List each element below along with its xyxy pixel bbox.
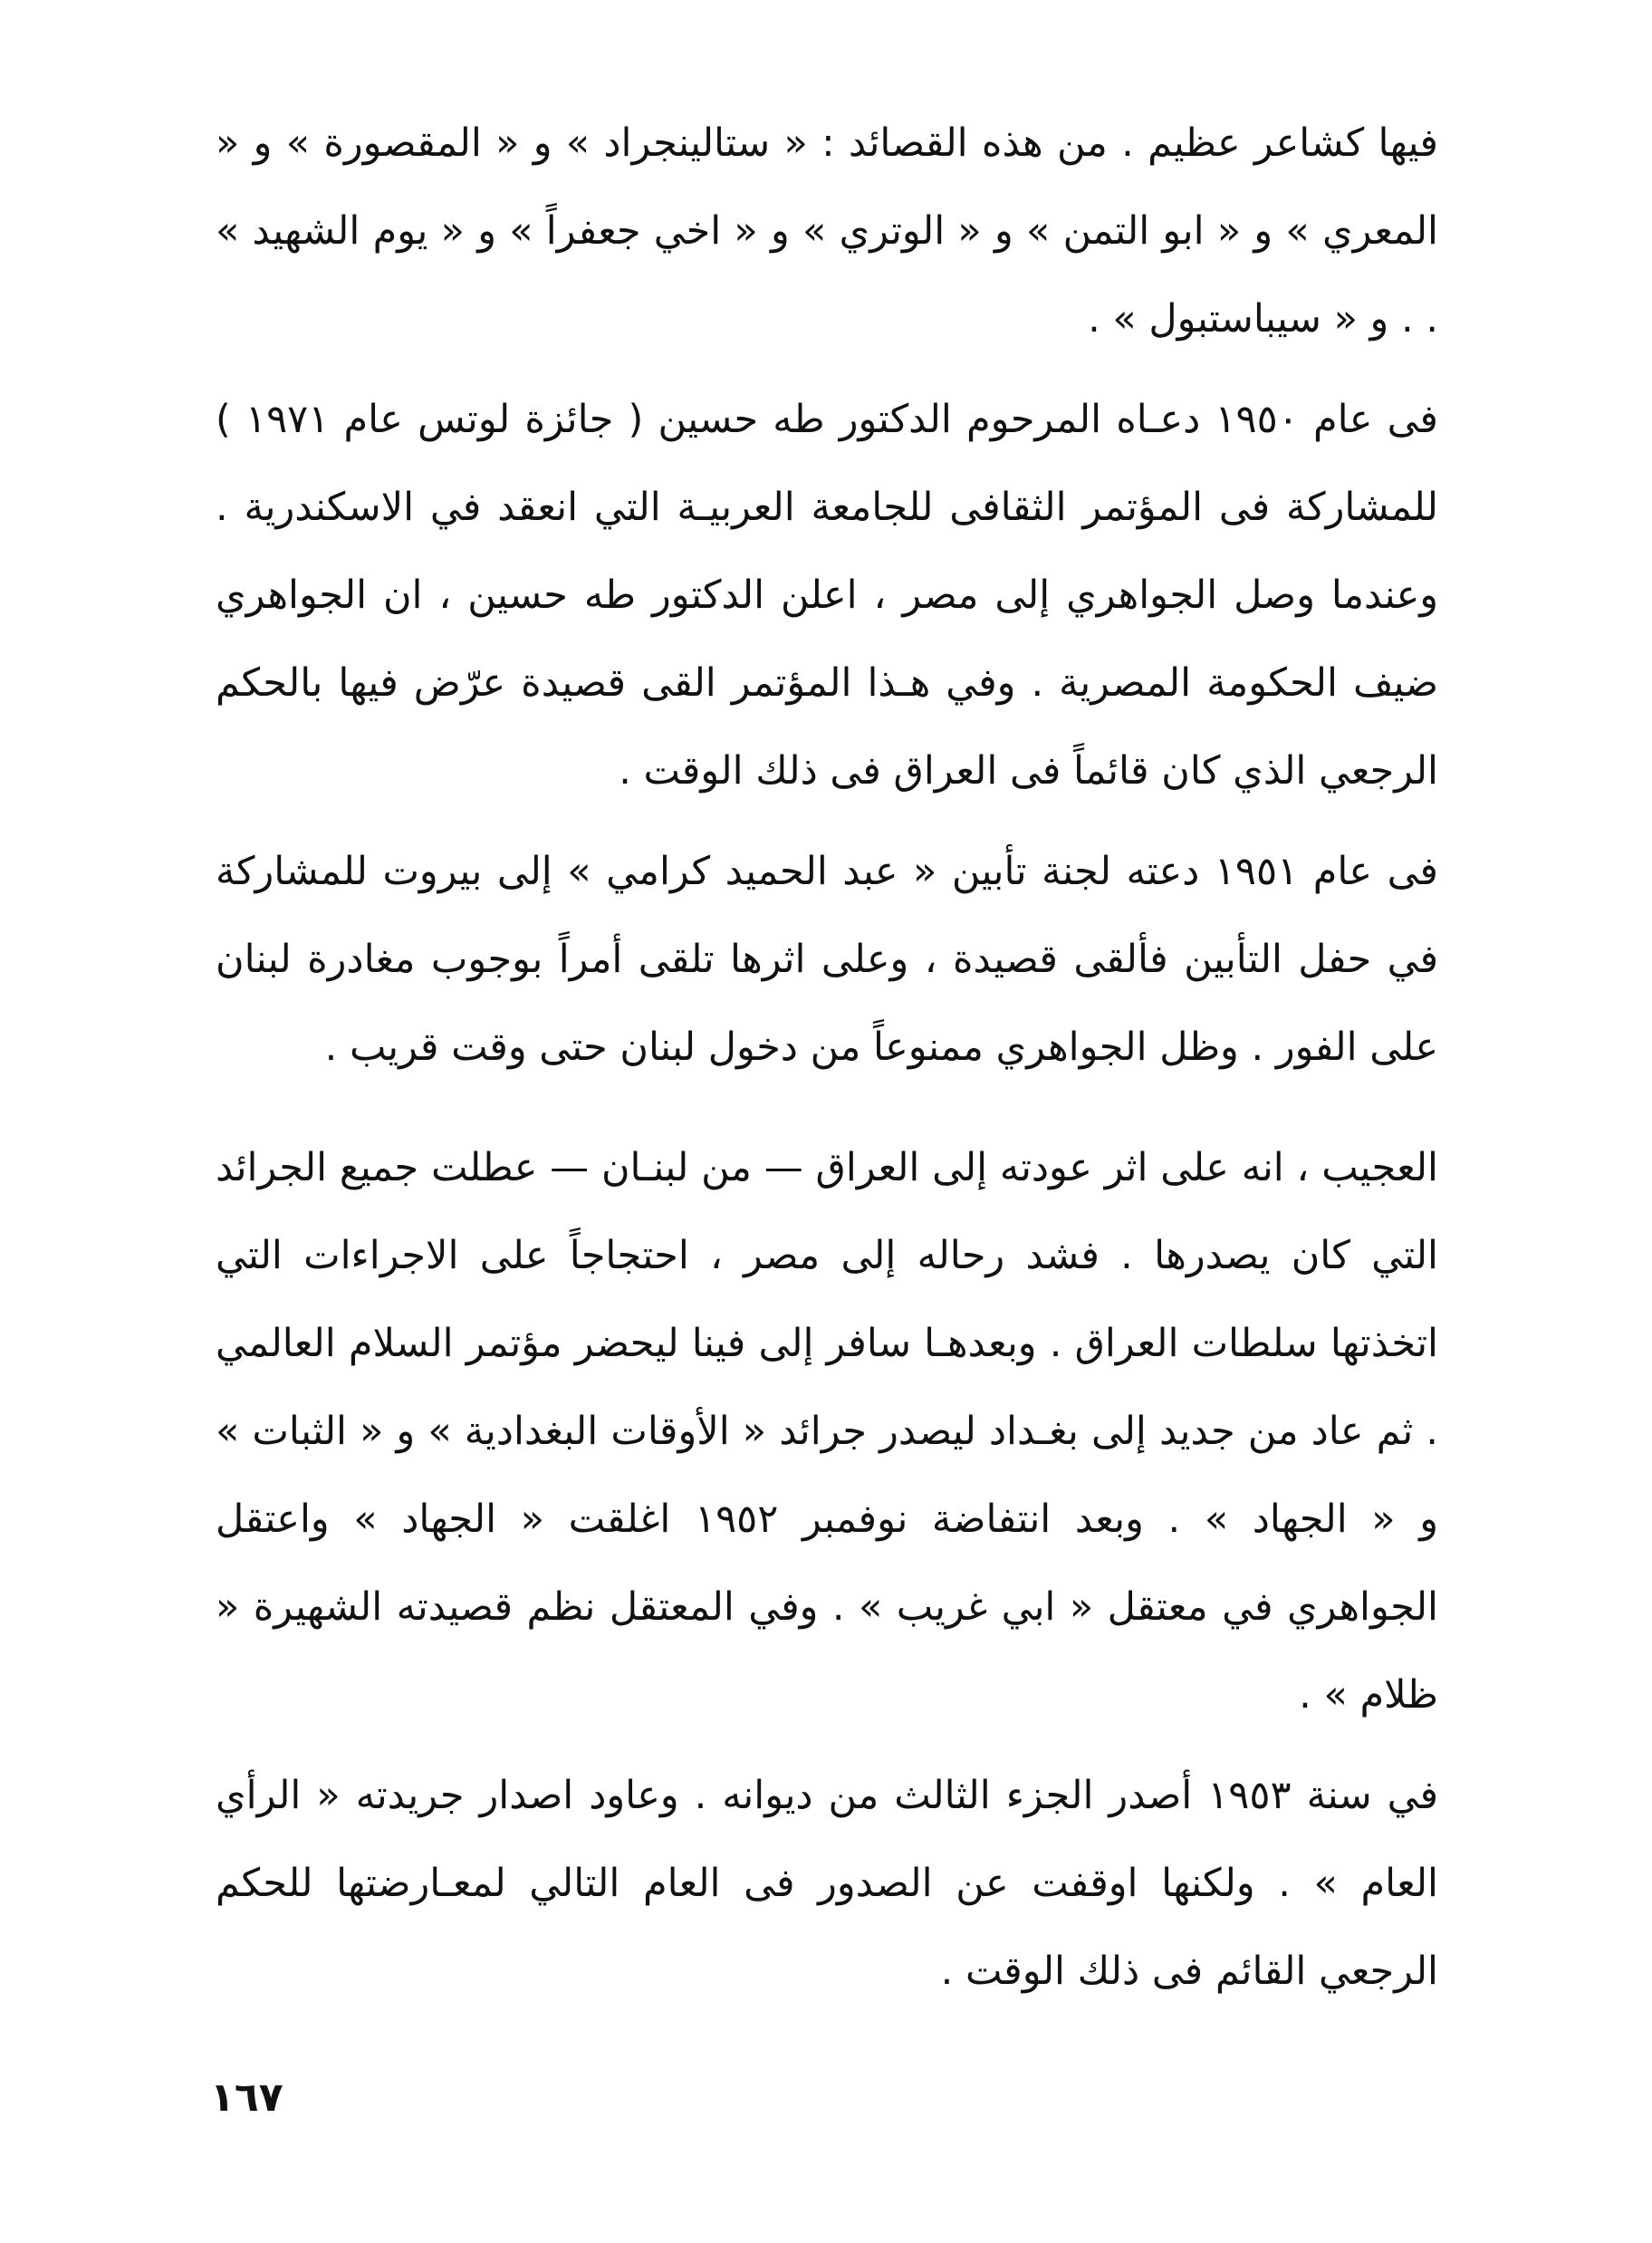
paragraph-4: العجيب ، انه على اثر عودته إلى العراق — من لبنـان — عطلت جميع الجرائد التي كان يصدرها . فشد رحاله إلى مصر ، احتجاجاً على الاجراءات التي اتخذتها سلطات العراق . وبعدهـا سافر إلى فينا ليحضر مؤتمر السلام العالمي . ثم عاد من جديد إلى بغـداد ليصدر جرائد « الأوقات البغدادية » و « الثبات » و « الجهاد » . وبعد انتفاضة نوفمبر ١٩٥٢ اغلقت « الجهاد » واعتقل الجواهري في معتقل « ابي غريب » . وفي المعتقل نظم قصيدته الشهيرة « ظلام » . — [216, 1145, 1438, 1718]
paragraph-1: فيها كشاعر عظيم . من هذه القصائد : « ستالينجراد » و « المقصورة » و « المعري » و « ابو التمن » و « الوتري » و « اخي جعفراً » و « يوم الشهيد » . . و « سيباستبول » . — [216, 120, 1438, 342]
paragraph-3: فى عام ١٩٥١ دعته لجنة تأبين « عبد الحميد كرامي » إلى بيروت للمشاركة في حفل التأبين فألقى قصيدة ، وعلى اثرها تلقى أمراً بوجوب مغادرة لبنان على الفور . وظل الجواهري ممنوعاً من دخول لبنان حتى وقت قريب . — [216, 849, 1438, 1070]
page-number: ١٦٧ — [210, 2075, 283, 2121]
paragraph-5: في سنة ١٩٥٣ أصدر الجزء الثالث من ديوانه . وعاود اصدار جريدته « الرأي العام » . ولكنها اوقفت عن الصدور فى العام التالي لمعـارضتها للحكم الرجعي القائم فى ذلك الوقت . — [216, 1773, 1439, 1994]
paragraph-2: فى عام ١٩٥٠ دعـاه المرحوم الدكتور طه حسين ( جائزة لوتس عام ١٩٧١ ) للمشاركة فى المؤتمر الثقافى للجامعة العربيـة التي انعقد في الاسكندرية . وعندما وصل الجواهري إلى مصر ، اعلن الدكتور طه حسين ، ان الجواهري ضيف الحكومة المصرية . وفي هـذا المؤتمر القى قصيدة عرّض فيها بالحكم الرجعي الذي كان قائماً فى العراق فى ذلك الوقت . — [216, 397, 1438, 794]
body-text — [216, 100, 1438, 2016]
